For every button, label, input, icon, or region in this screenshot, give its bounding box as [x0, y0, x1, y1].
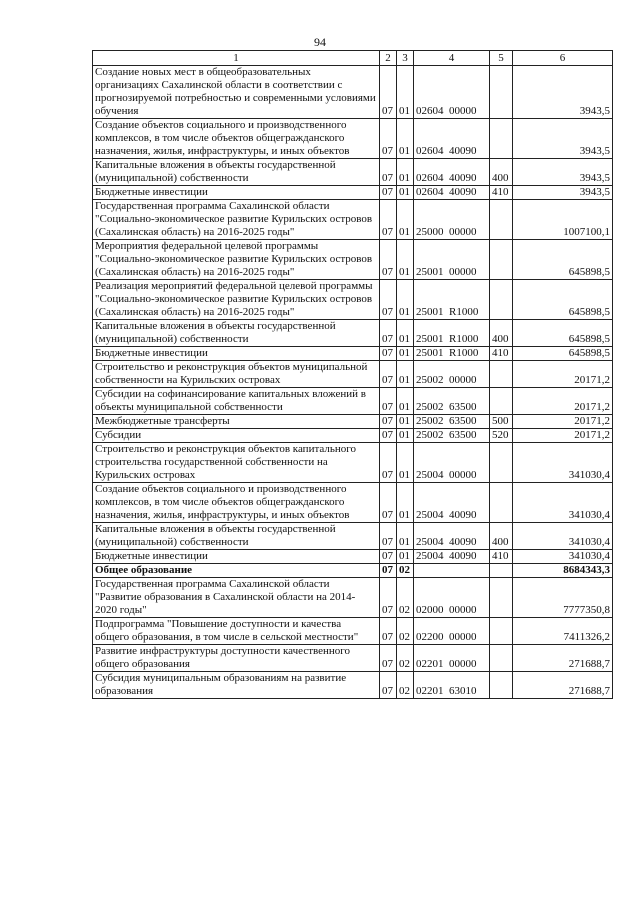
- header-col-4: 4: [414, 51, 490, 66]
- row-section: 07: [380, 388, 397, 415]
- row-subsection: 01: [397, 550, 414, 564]
- row-section: 07: [380, 200, 397, 240]
- row-expense-type: 410: [490, 347, 513, 361]
- row-amount: 341030,4: [513, 523, 613, 550]
- row-section: 07: [380, 186, 397, 200]
- row-subsection: 02: [397, 672, 414, 699]
- row-amount: 20171,2: [513, 388, 613, 415]
- row-subsection: 01: [397, 347, 414, 361]
- row-name: Капитальные вложения в объекты государственной (муниципальной) собственности: [93, 523, 380, 550]
- row-name: Создание объектов социального и производственного комплексов, в том числе объектов общегражданского назначения, жилья, инфраструктуры, и иных объектов: [93, 483, 380, 523]
- row-expense-type: 400: [490, 320, 513, 347]
- row-amount: 20171,2: [513, 361, 613, 388]
- row-name: Межбюджетные трансферты: [93, 415, 380, 429]
- row-subsection: 01: [397, 159, 414, 186]
- row-amount: 7411326,2: [513, 618, 613, 645]
- row-target-article: 25000 00000: [414, 200, 490, 240]
- row-target-article: 25002 63500: [414, 415, 490, 429]
- table-row: [93, 347, 613, 361]
- row-subsection: 02: [397, 645, 414, 672]
- row-subsection: 01: [397, 119, 414, 159]
- row-expense-type: 500: [490, 415, 513, 429]
- row-amount: 645898,5: [513, 280, 613, 320]
- row-expense-type: [490, 564, 513, 578]
- row-section: 07: [380, 415, 397, 429]
- header-row: [93, 51, 613, 66]
- row-name: Развитие инфраструктуры доступности качественного общего образования: [93, 645, 380, 672]
- row-target-article: 02201 63010: [414, 672, 490, 699]
- row-name: Государственная программа Сахалинской области "Социально-экономическое развитие Курильских островов (Сахалинская область) на 2016-2025 годы": [93, 200, 380, 240]
- row-name: Капитальные вложения в объекты государственной (муниципальной) собственности: [93, 320, 380, 347]
- row-section: 07: [380, 361, 397, 388]
- row-target-article: 25001 R1000: [414, 347, 490, 361]
- table-row: [93, 119, 613, 159]
- row-amount: 3943,5: [513, 186, 613, 200]
- row-expense-type: 520: [490, 429, 513, 443]
- row-expense-type: [490, 361, 513, 388]
- row-name: Субсидии: [93, 429, 380, 443]
- row-section: 07: [380, 523, 397, 550]
- row-subsection: 01: [397, 483, 414, 523]
- row-target-article: [414, 564, 490, 578]
- table-row: [93, 320, 613, 347]
- table-row: [93, 186, 613, 200]
- row-section: 07: [380, 618, 397, 645]
- row-section: 07: [380, 280, 397, 320]
- row-subsection: 01: [397, 523, 414, 550]
- row-section: 07: [380, 483, 397, 523]
- row-target-article: 25004 40090: [414, 550, 490, 564]
- row-subsection: 01: [397, 361, 414, 388]
- table-row: [93, 483, 613, 523]
- row-subsection: 01: [397, 186, 414, 200]
- table-row: [93, 240, 613, 280]
- row-expense-type: [490, 443, 513, 483]
- table-row: [93, 618, 613, 645]
- row-name: Реализация мероприятий федеральной целевой программы "Социально-экономическое развитие Курильских островов (Сахалинская область) на 2016-2025 годы": [93, 280, 380, 320]
- row-expense-type: 410: [490, 550, 513, 564]
- budget-table: [92, 50, 613, 699]
- header-col-1: 1: [93, 51, 380, 66]
- row-expense-type: [490, 200, 513, 240]
- table-row: [93, 578, 613, 618]
- row-section: 07: [380, 672, 397, 699]
- row-expense-type: 400: [490, 523, 513, 550]
- row-name: Общее образование: [93, 564, 380, 578]
- row-amount: 645898,5: [513, 240, 613, 280]
- row-subsection: 01: [397, 320, 414, 347]
- row-name: Субсидия муниципальным образованиям на развитие образования: [93, 672, 380, 699]
- table-row: [93, 550, 613, 564]
- row-expense-type: [490, 119, 513, 159]
- row-expense-type: [490, 672, 513, 699]
- row-amount: 8684343,3: [513, 564, 613, 578]
- row-section: 07: [380, 429, 397, 443]
- table-row: [93, 645, 613, 672]
- header-col-6: 6: [513, 51, 613, 66]
- row-name: Субсидии на софинансирование капитальных вложений в объекты муниципальной собственности: [93, 388, 380, 415]
- page-number: 94: [314, 35, 326, 49]
- row-amount: 3943,5: [513, 119, 613, 159]
- row-section: 07: [380, 320, 397, 347]
- row-subsection: 01: [397, 200, 414, 240]
- header-col-2: 2: [380, 51, 397, 66]
- row-subsection: 01: [397, 429, 414, 443]
- row-expense-type: [490, 280, 513, 320]
- row-amount: 1007100,1: [513, 200, 613, 240]
- row-section: 07: [380, 119, 397, 159]
- table-row: [93, 429, 613, 443]
- row-target-article: 02604 40090: [414, 186, 490, 200]
- row-expense-type: 410: [490, 186, 513, 200]
- row-section: 07: [380, 578, 397, 618]
- row-target-article: 02000 00000: [414, 578, 490, 618]
- row-target-article: 25001 00000: [414, 240, 490, 280]
- row-subsection: 02: [397, 578, 414, 618]
- row-expense-type: [490, 578, 513, 618]
- table-row: [93, 66, 613, 119]
- row-section: 07: [380, 66, 397, 119]
- row-expense-type: [490, 388, 513, 415]
- table-row: [93, 159, 613, 186]
- row-name: Капитальные вложения в объекты государственной (муниципальной) собственности: [93, 159, 380, 186]
- row-name: Бюджетные инвестиции: [93, 347, 380, 361]
- row-name: Бюджетные инвестиции: [93, 186, 380, 200]
- row-name: Создание объектов социального и производственного комплексов, в том числе объектов общегражданского назначения, жилья, инфраструктуры, и иных объектов: [93, 119, 380, 159]
- row-expense-type: [490, 618, 513, 645]
- row-amount: 645898,5: [513, 347, 613, 361]
- row-amount: 341030,4: [513, 443, 613, 483]
- row-subsection: 01: [397, 66, 414, 119]
- row-section: 07: [380, 550, 397, 564]
- table-row: [93, 361, 613, 388]
- table-row: [93, 415, 613, 429]
- header-col-5: 5: [490, 51, 513, 66]
- row-expense-type: [490, 240, 513, 280]
- row-subsection: 02: [397, 618, 414, 645]
- table-row: [93, 523, 613, 550]
- row-target-article: 25001 R1000: [414, 280, 490, 320]
- row-target-article: 25004 00000: [414, 443, 490, 483]
- row-subsection: 01: [397, 388, 414, 415]
- row-name: Подпрограмма "Повышение доступности и качества общего образования, в том числе в сельской местности": [93, 618, 380, 645]
- row-section: 07: [380, 564, 397, 578]
- row-target-article: 25004 40090: [414, 483, 490, 523]
- row-name: Строительство и реконструкция объектов капитального строительства государственной собственности на Курильских островах: [93, 443, 380, 483]
- row-subsection: 02: [397, 564, 414, 578]
- row-amount: 20171,2: [513, 429, 613, 443]
- row-target-article: 25004 40090: [414, 523, 490, 550]
- header-col-3: 3: [397, 51, 414, 66]
- row-name: Государственная программа Сахалинской области "Развитие образования в Сахалинской области на 2014-2020 годы": [93, 578, 380, 618]
- row-expense-type: 400: [490, 159, 513, 186]
- row-section: 07: [380, 443, 397, 483]
- row-name: Строительство и реконструкция объектов муниципальной собственности на Курильских островах: [93, 361, 380, 388]
- row-amount: 645898,5: [513, 320, 613, 347]
- row-target-article: 02201 00000: [414, 645, 490, 672]
- row-section: 07: [380, 347, 397, 361]
- row-target-article: 02604 40090: [414, 159, 490, 186]
- row-subsection: 01: [397, 240, 414, 280]
- row-amount: 3943,5: [513, 159, 613, 186]
- row-expense-type: [490, 66, 513, 119]
- row-subsection: 01: [397, 415, 414, 429]
- row-subsection: 01: [397, 443, 414, 483]
- row-amount: 341030,4: [513, 483, 613, 523]
- row-amount: 3943,5: [513, 66, 613, 119]
- row-amount: 7777350,8: [513, 578, 613, 618]
- row-target-article: 25002 63500: [414, 429, 490, 443]
- row-amount: 271688,7: [513, 672, 613, 699]
- row-target-article: 02604 40090: [414, 119, 490, 159]
- table-row: [93, 280, 613, 320]
- row-target-article: 25002 00000: [414, 361, 490, 388]
- row-section: 07: [380, 159, 397, 186]
- table-row: [93, 443, 613, 483]
- row-section: 07: [380, 645, 397, 672]
- row-subsection: 01: [397, 280, 414, 320]
- row-name: Создание новых мест в общеобразовательных организациях Сахалинской области в соответствии с прогнозируемой потребностью и современными условиями обучения: [93, 66, 380, 119]
- row-expense-type: [490, 645, 513, 672]
- row-target-article: 25002 63500: [414, 388, 490, 415]
- row-amount: 341030,4: [513, 550, 613, 564]
- row-amount: 20171,2: [513, 415, 613, 429]
- table-row: [93, 564, 613, 578]
- table-row: [93, 388, 613, 415]
- row-section: 07: [380, 240, 397, 280]
- row-target-article: 25001 R1000: [414, 320, 490, 347]
- row-amount: 271688,7: [513, 645, 613, 672]
- table-row: [93, 200, 613, 240]
- row-target-article: 02200 00000: [414, 618, 490, 645]
- row-expense-type: [490, 483, 513, 523]
- row-target-article: 02604 00000: [414, 66, 490, 119]
- row-name: Бюджетные инвестиции: [93, 550, 380, 564]
- table-row: [93, 672, 613, 699]
- row-name: Мероприятия федеральной целевой программы "Социально-экономическое развитие Курильских островов (Сахалинская область) на 2016-2025 годы": [93, 240, 380, 280]
